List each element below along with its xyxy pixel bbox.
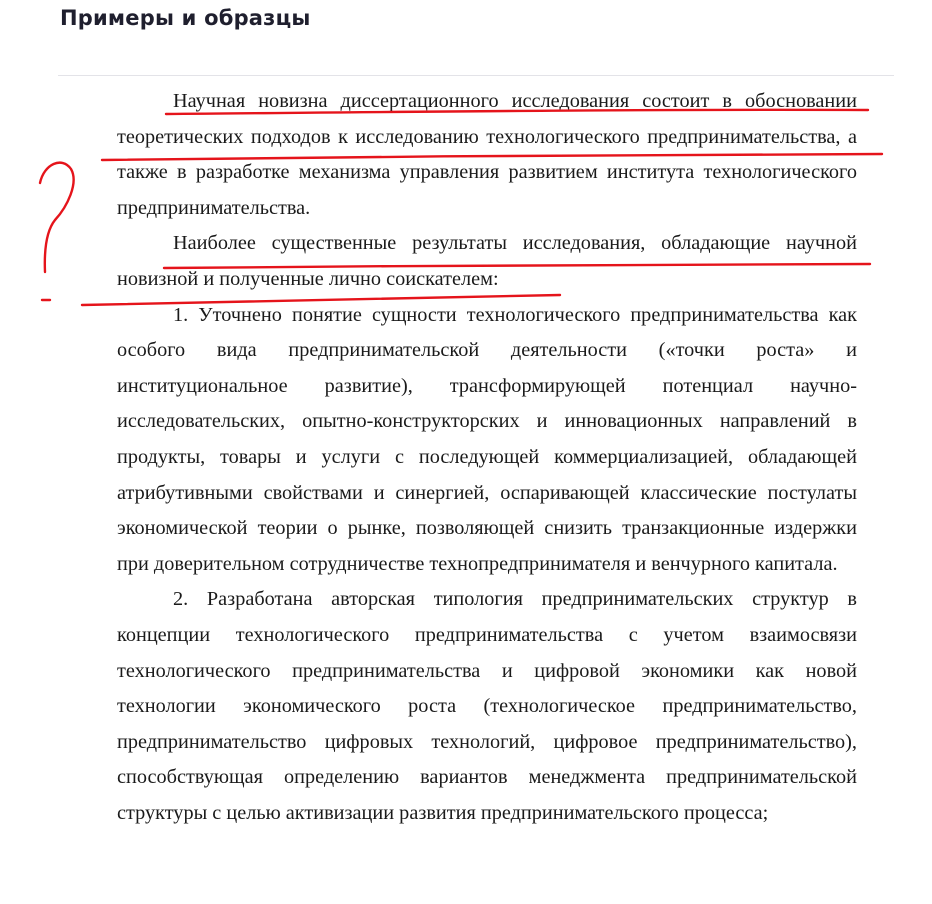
question-mark-icon xyxy=(40,163,74,272)
document-scan xyxy=(117,84,857,831)
paragraph-result-2: 2. Разработана авторская типология предпринимательских структур в концепции технологического предпринимательства с учетом взаимосвязи технологического предпринимательства и цифровой экономики как новой технологии экономического роста (технологическое предпринимательство, предпринимательство цифровых технологий, цифровое предпринимательство), способствующая определению вариантов менеджмента предпринимательской структуры с целью активизации развития предпринимательского процесса; xyxy=(117,588,857,824)
header-divider xyxy=(58,75,894,76)
paragraph-novelty: Научная новизна диссертационного исследования состоит в обосновании теоретических подходов к исследованию технологического предпринимательства, а также в разработке механизма управления развитием института технологического предпринимательства. xyxy=(117,90,857,219)
paragraph-result-1: 1. Уточнено понятие сущности технологического предпринимательства как особого вида предпринимательской деятельности («точки роста» и институциональное развитие), трансформирующей потенциал научно-исследовательских, опытно-конструкторских и инновационных направлений в продукты, товары и услуги с последующей коммерциализацией, обладающей атрибутивными свойствами и синергией, оспаривающей классические постулаты экономической теории о рынке, позволяющей снизить транзакционные издержки при доверительном сотрудничестве технопредпринимателя и венчурного капитала. xyxy=(117,303,857,575)
page-title: Примеры и образцы xyxy=(60,6,311,30)
paragraph-results-intro: Наиболее существенные результаты исследования, обладающие научной новизной и полученные лично соискателем: xyxy=(117,232,857,290)
